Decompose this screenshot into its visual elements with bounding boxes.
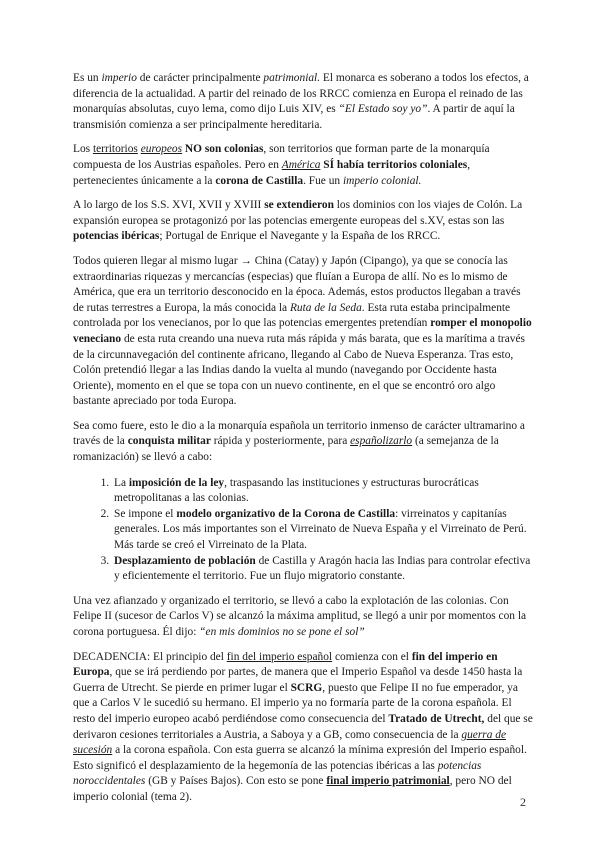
text-run: de esta ruta creando una nueva ruta más rápida y más barata, que es la marítima a través de la circunnavegación del continente africano, llegando al Cabo de Nueva Esperanza. Tras esto, Colón pretendió llegar a las Indias dando la vuelta al mundo (navegando por Occidente hasta Oriente), momento en el que se topa con un nuevo continente, en el que se encontró oro algo bastante apreciado por toda Europa.	[73, 332, 525, 408]
list-item	[112, 476, 533, 507]
emphasis-text: América	[281, 158, 321, 171]
emphasis-text: conquista militar	[127, 435, 211, 448]
text-run: Sea como fuere, esto le dio a la monarquía española un territorio inmenso de carácter ultramarino a través de la	[73, 419, 525, 448]
text-run: de carácter principalmente	[136, 72, 264, 84]
emphasis-text: imperio	[101, 72, 137, 84]
emphasis-text: corona de Castilla	[215, 174, 304, 187]
paragraph-rutas-comerciales	[73, 254, 533, 410]
text-run: A lo largo de los S.S. XVI, XVII y XVIII	[73, 199, 265, 212]
emphasis-text: modelo organizativo de la Corona de Castilla	[176, 507, 396, 520]
text-run: . A partir de aquí la transmisión comienza a ser principalmente hereditaria.	[73, 103, 515, 131]
text-run: a la corona española. Con esta guerra se alcanzó la mínima expresión del Imperio español. Esto significó el desplazamiento de la hegemonía de las potencias ibéricas a las	[73, 744, 527, 772]
text-run: . Esta ruta estaba principalmente controlada por los venecianos, por lo que las potencias emergentes pretendían	[73, 301, 511, 330]
page-content	[73, 71, 533, 815]
text-run: , son territorios que forman parte de la monarquía compuesta de los Austrias españoles. Pero en	[73, 143, 490, 171]
paragraph-conquista	[73, 419, 533, 466]
numbered-list	[73, 476, 533, 585]
text-run: , pero NO del imperio colonial (tema 2).	[73, 775, 512, 803]
text-run: El monarca es soberano a todos los efectos, a diferencia de la actualidad. A partir del reinado de los RRCC comienza en Europa el reinado de las monarquías absolutas, cuyo lema, como dijo Luis XIV, es	[73, 72, 529, 116]
emphasis-text: romper el monopolio veneciano	[73, 317, 532, 345]
emphasis-text: Ruta de la Seda	[289, 301, 362, 314]
text-run: (a semejanza de la romanización) se llevó a cabo:	[73, 435, 499, 464]
emphasis-text: potencias noroccidentales	[73, 759, 482, 788]
text-run: Se impone el	[114, 507, 177, 520]
text-run: DECADENCIA: El principio del	[73, 650, 227, 663]
emphasis-text: potencias ibéricas	[73, 230, 160, 243]
paragraph-imperio-patrimonial	[73, 71, 533, 133]
text-run: rápida y posteriormente, para	[210, 435, 351, 448]
emphasis-text: Desplazamiento de población	[114, 554, 256, 567]
emphasis-text: NO son colonias	[184, 143, 264, 156]
page-number: 2	[520, 795, 526, 809]
emphasis-text: europeos	[140, 143, 183, 156]
text-run: del que se derivaron cesiones territoriales a Austria, a Saboya y a GB, como consecuencia de la	[73, 712, 533, 741]
text-run: (GB y Países Bajos). Con esto se pone	[145, 775, 327, 788]
emphasis-text: españolizarlo	[350, 435, 413, 448]
text-run: , pertenecientes únicamente a la	[73, 158, 471, 187]
text-run: los dominios con los viajes de Colón. La expansión europea se protagonizó por las potencias emergente europeas del s.XV, estas son las	[73, 199, 523, 227]
emphasis-text: “en mis dominios no se pone el sol”	[199, 626, 365, 638]
paragraph-expansion	[73, 198, 533, 245]
emphasis-text: SCRG	[290, 681, 323, 694]
emphasis-text: Tratado de Utrecht,	[388, 712, 485, 725]
text-run: de Castilla y Aragón hacia las Indias para controlar efectiva y eficientemente el territorio. Fue un flujo migratorio constante.	[114, 554, 531, 583]
paragraph-decadencia	[73, 650, 533, 806]
text-run: , traspasando las instituciones y estructuras burocráticas metropolitanas a las colonias.	[114, 476, 479, 505]
text-run: : virreinatos y capitanías generales. Los más importantes son el Virreinato de Nueva España y el Virreinato de Perú. Más tarde se creó el Virreinato de la Plata.	[114, 507, 527, 552]
emphasis-text: imposición de la ley	[128, 476, 225, 489]
emphasis-text: guerra de sucesión	[73, 728, 507, 757]
paragraph-explotacion	[73, 594, 533, 641]
text-run: Todos quieren llegar al mismo lugar → China (Catay) y Japón (Cipango), ya que se conocía las extraordinarias riquezas y mercancías (especias) que fluían a Europa de allí. No es lo mismo de América, que era un territorio desconocido en la época. Además, estos productos llegaban a través de rutas terrestres a Europa, la más conocida la	[73, 254, 521, 314]
text-run: comienza con el	[332, 650, 412, 663]
emphasis-text: territorios	[92, 143, 138, 156]
text-run: Los	[73, 143, 93, 156]
emphasis-text: se extendieron	[264, 199, 334, 212]
emphasis-text: final imperio patrimonial	[326, 775, 450, 788]
text-run: ; Portugal de Enrique el Navegante y la España de los RRCC.	[159, 230, 441, 243]
text-run: La	[114, 476, 129, 489]
text-run: Es un	[73, 72, 102, 84]
emphasis-text: patrimonial.	[263, 72, 321, 84]
text-run: , que se irá perdiendo por partes, de manera que el Imperio Español va desde 1450 hasta la Guerra de Utrecht. Se pierde en primer lugar el	[73, 666, 523, 694]
emphasis-text: fin del imperio en Europa	[73, 650, 498, 679]
emphasis-text: fin del imperio español	[226, 650, 333, 663]
emphasis-text: imperio colonial.	[342, 174, 422, 187]
text-run: Una vez afianzado y organizado el territorio, se llevó a cabo la explotación de las colonias. Con Felipe II (sucesor de Carlos V) se alcanzó la máxima amplitud, se llegó a unir por momentos con la corona portuguesa. Él dijo:	[73, 594, 527, 638]
paragraph-territorios	[73, 142, 533, 189]
list-item	[112, 554, 533, 585]
text-run: . Fue un	[303, 174, 343, 187]
emphasis-text: SÍ había territorios coloniales	[323, 158, 468, 171]
text-run: , puesto que Felipe II no fue emperador, ya que a Carlos V le sucedió su hermano. El imperio ya no formaría parte de la corona española. El resto del imperio europeo acabó perdiéndose como consecuencia del	[73, 681, 518, 725]
list-item	[112, 507, 533, 554]
emphasis-text: “El Estado soy yo”	[338, 103, 428, 116]
